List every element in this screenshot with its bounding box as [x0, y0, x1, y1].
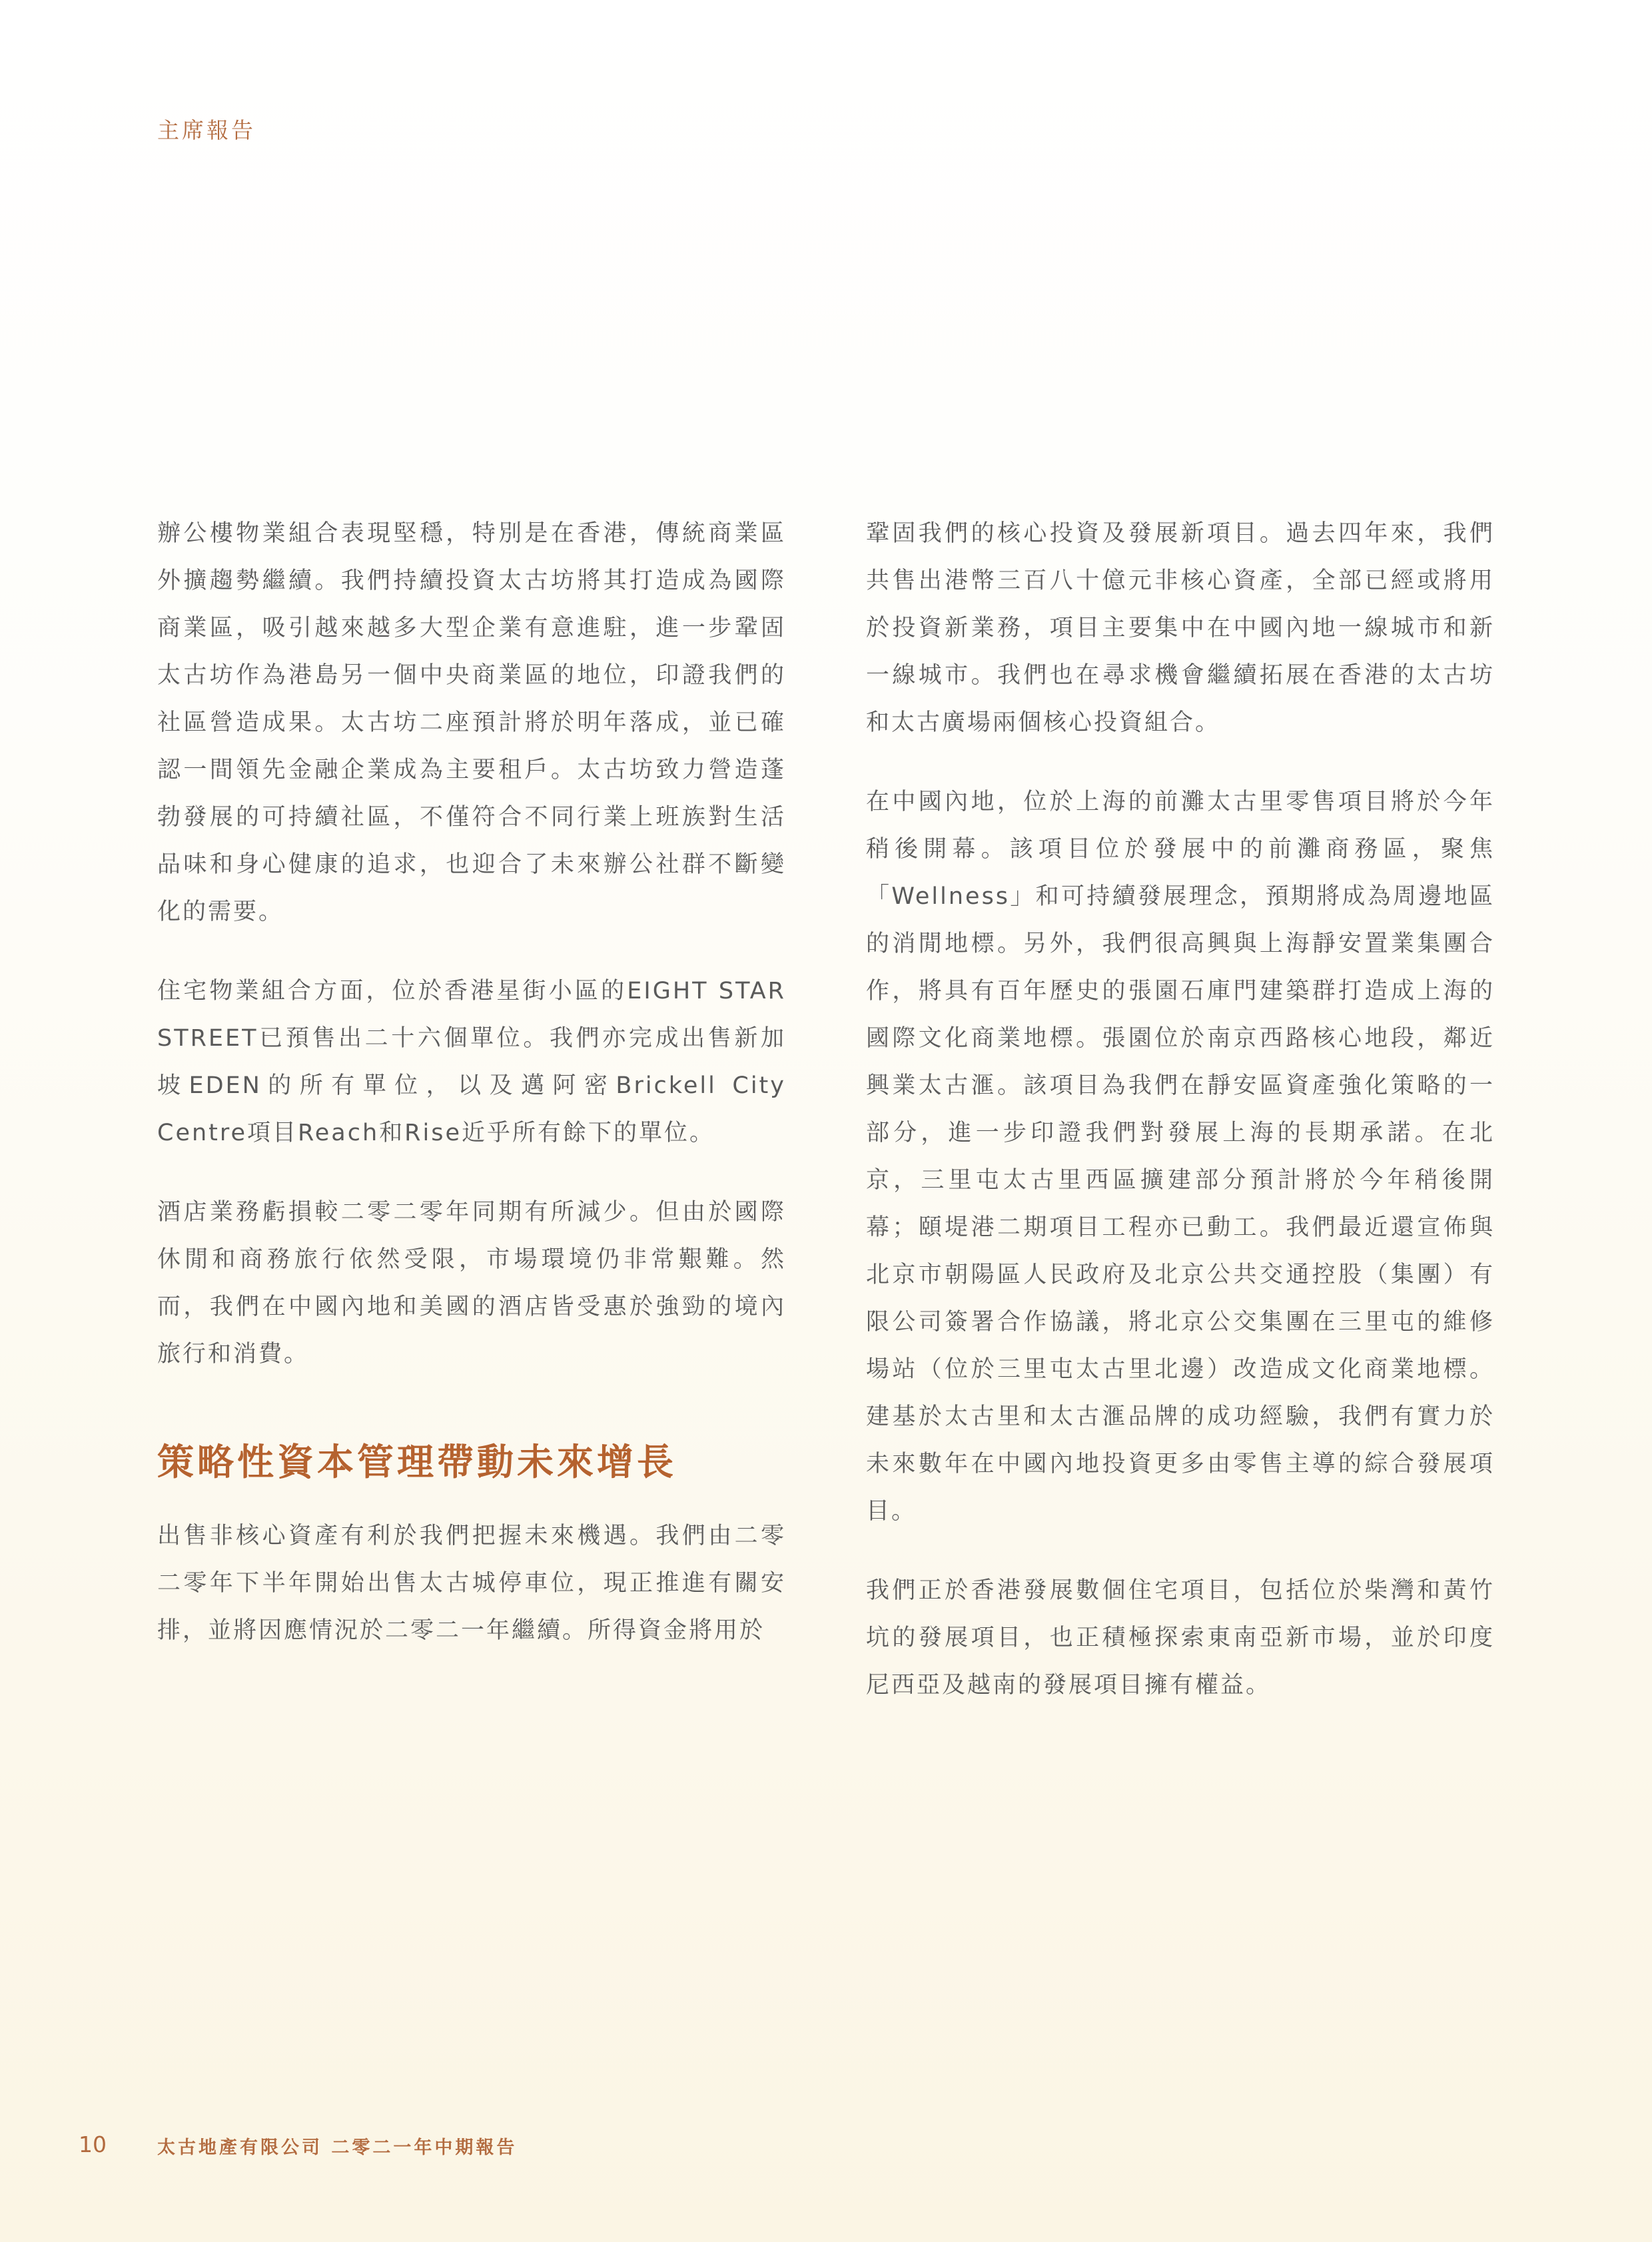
residential-portfolio-paragraph: 住宅物業組合方面，位於香港星街小區的EIGHT STAR STREET已預售出二十六個單位。我們亦完成出售新加坡EDEN的所有單位，以及邁阿密Brickell City Centre項目Reach和Rise近乎所有餘下的單位。 — [157, 978, 786, 1146]
hotels-paragraph: 酒店業務虧損較二零二零年同期有所減少。但由於國際休閒和商務旅行依然受限，市場環境仍非常艱難。然而，我們在中國內地和美國的酒店皆受惠於強勁的境內旅行和消費。 — [157, 1199, 786, 1367]
hong-kong-residential-paragraph: 我們正於香港發展數個住宅項目，包括位於柴灣和黃竹坑的發展項目，也正積極探索東南亞新市場，並於印度尼西亞及越南的發展項目擁有權益。 — [866, 1577, 1495, 1698]
mainland-china-paragraph: 在中國內地，位於上海的前灘太古里零售項目將於今年稍後開幕。該項目位於發展中的前灘商務區，聚焦「Wellness」和可持續發展理念，預期將成為周邊地區的消閒地標。另外，我們很高興與上海靜安置業集團合作，將具有百年歷史的張園石庫門建築群打造成上海的國際文化商業地標。張園位於南京西路核心地段，鄰近興業太古滙。該項目為我們在靜安區資產強化策略的一部分，進一步印證我們對發展上海的長期承諾。在北京，三里屯太古里西區擴建部分預計將於今年稍後開幕；頤堤港二期項目工程亦已動工。我們最近還宣佈與北京市朝陽區人民政府及北京公共交通控股（集團）有限公司簽署合作協議，將北京公交集團在三里屯的維修場站（位於三里屯太古里北邊）改造成文化商業地標。建基於太古里和太古滙品牌的成功經驗，我們有實力於未來數年在中國內地投資更多由零售主導的綜合發展項目。 — [866, 789, 1495, 1525]
capital-management-paragraph: 出售非核心資產有利於我們把握未來機遇。我們由二零二零年下半年開始出售太古城停車位，現正推進有關安排，並將因應情況於二零二一年繼續。所得資金將用於 — [157, 1523, 786, 1644]
publication-title: 太古地產有限公司 二零二一年中期報告 — [157, 2137, 518, 2158]
section-heading: 策略性資本管理帶動未來增長 — [157, 1441, 677, 1483]
right-column — [866, 510, 1495, 1741]
core-investment-paragraph: 鞏固我們的核心投資及發展新項目。過去四年來，我們共售出港幣三百八十億元非核心資產，全部已經或將用於投資新業務，項目主要集中在中國內地一線城市和新一線城市。我們也在尋求機會繼續拓展在香港的太古坊和太古廣場兩個核心投資組合。 — [866, 520, 1495, 736]
running-header: 主席報告 — [157, 117, 256, 143]
page-number: 10 — [79, 2131, 107, 2157]
office-portfolio-paragraph: 辦公樓物業組合表現堅穩，特別是在香港，傳統商業區外擴趨勢繼續。我們持續投資太古坊將其打造成為國際商業區，吸引越來越多大型企業有意進駐，進一步鞏固太古坊作為港島另一個中央商業區的地位，印證我們的社區營造成果。太古坊二座預計將於明年落成，並已確認一間領先金融企業成為主要租戶。太古坊致力營造蓬勃發展的可持續社區，不僅符合不同行業上班族對生活品味和身心健康的追求，也迎合了未來辦公社群不斷變化的需要。 — [157, 520, 786, 925]
left-column — [157, 510, 786, 1686]
